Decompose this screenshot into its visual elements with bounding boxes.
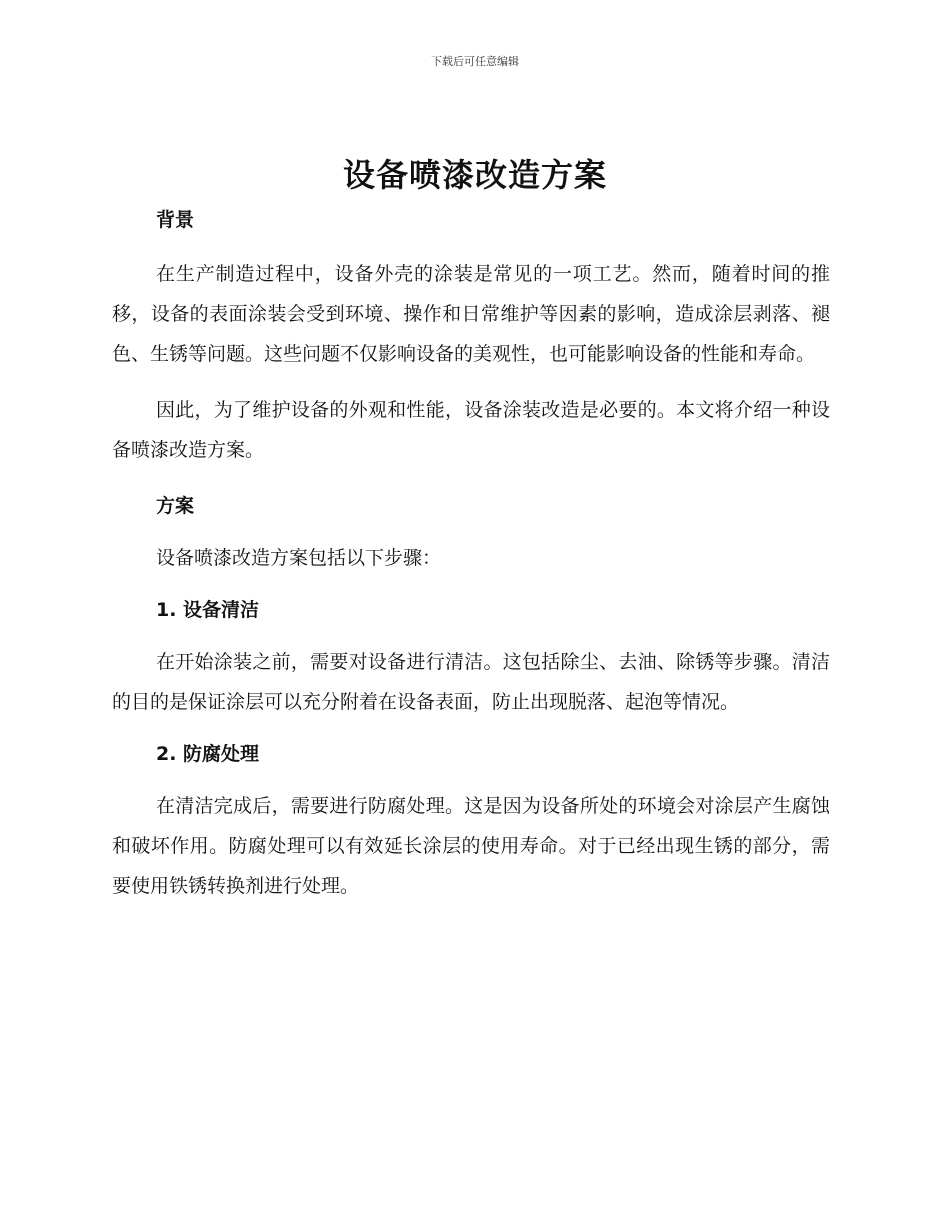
header-note: 下载后可任意编辑 <box>431 55 519 68</box>
plan-intro: 设备喷漆改造方案包括以下步骤： <box>156 547 442 569</box>
step-heading-cleaning: 1. 设备清洁 <box>156 599 260 621</box>
background-paragraph-1: 在生产制造过程中，设备外壳的涂装是常见的一项工艺。然而，随着时间的推移，设备的表面涂装会受到环境、操作和日常维护等因素的影响，造成涂层剥落、褪色、生锈等问题。这些问题不仅影响设备的美观性，也可能影响设备的性能和寿命。 <box>112 263 830 365</box>
document-body <box>112 200 830 906</box>
page-title: 设备喷漆改造方案 <box>342 156 607 194</box>
background-paragraph-2: 因此，为了维护设备的外观和性能，设备涂装改造是必要的。本文将介绍一种设备喷漆改造方案。 <box>112 399 830 461</box>
section-heading-background: 背景 <box>156 209 195 231</box>
step-heading-anticorrosion: 2. 防腐处理 <box>156 743 260 765</box>
section-heading-plan: 方案 <box>156 495 195 517</box>
step-anticorrosion-paragraph: 在清洁完成后，需要进行防腐处理。这是因为设备所处的环境会对涂层产生腐蚀和破坏作用。防腐处理可以有效延长涂层的使用寿命。对于已经出现生锈的部分，需要使用铁锈转换剂进行处理。 <box>112 795 830 897</box>
step-cleaning-paragraph: 在开始涂装之前，需要对设备进行清洁。这包括除尘、去油、除锈等步骤。清洁的目的是保证涂层可以充分附着在设备表面，防止出现脱落、起泡等情况。 <box>112 651 830 713</box>
